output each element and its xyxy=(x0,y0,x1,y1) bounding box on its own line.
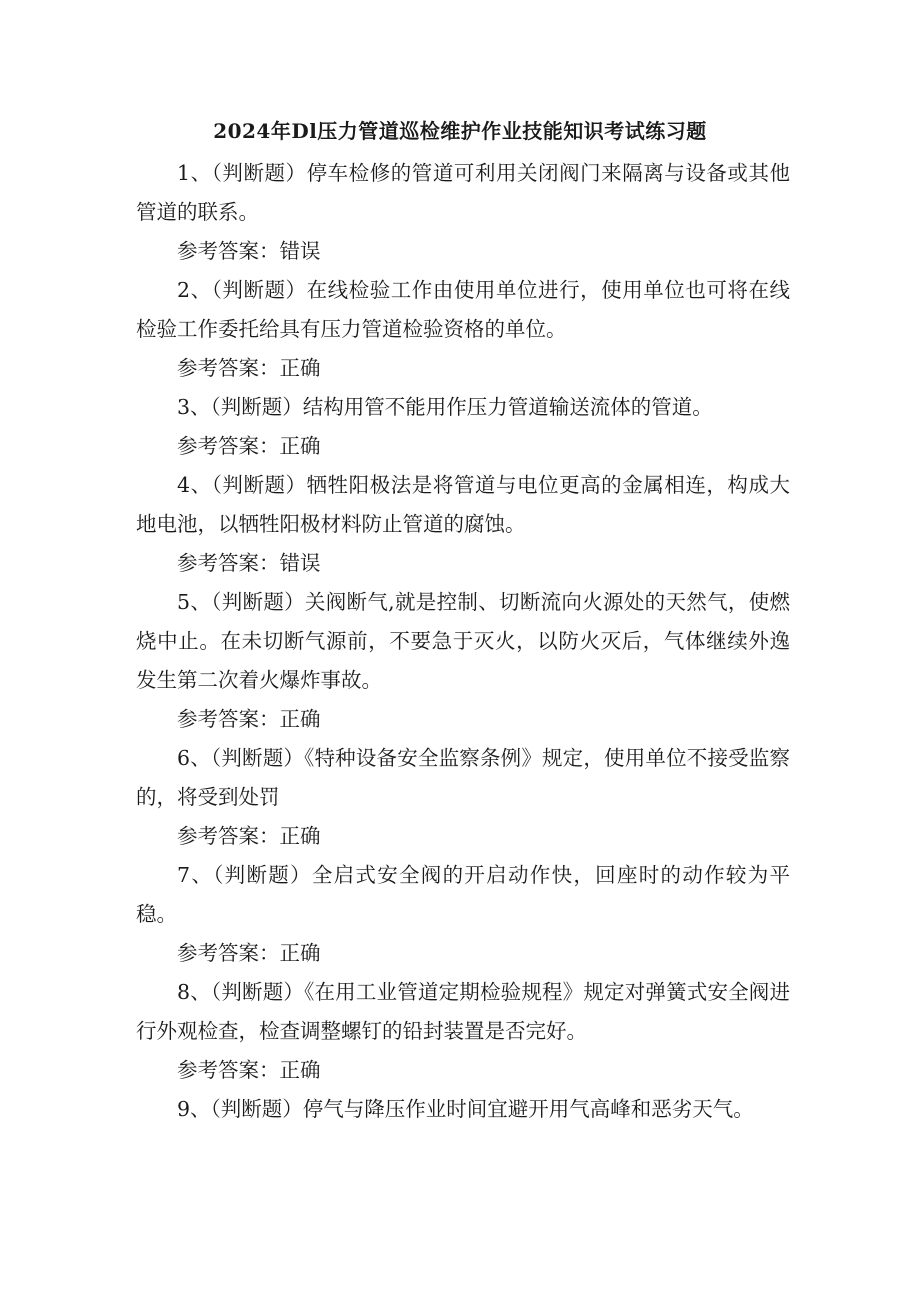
answer-label: 参考答案： xyxy=(177,434,280,458)
answer-value: 正确 xyxy=(279,356,321,380)
answer-2 xyxy=(136,349,790,388)
answer-value: 错误 xyxy=(279,239,321,263)
answer-1 xyxy=(136,232,790,271)
document-title: 2024年Dl压力管道巡检维护作业技能知识考试练习题 xyxy=(213,119,707,143)
answer-6 xyxy=(136,817,790,856)
question-2: 2、（判断题）在线检验工作由使用单位进行，使用单位也可将在线检验工作委托给具有压力管道检验资格的单位。 xyxy=(136,278,790,341)
question-8: 8、（判断题）《在用工业管道定期检验规程》规定对弹簧式安全阀进行外观检查，检查调整螺钉的铅封装置是否完好。 xyxy=(136,980,790,1043)
question-4: 4、（判断题）牺牲阳极法是将管道与电位更高的金属相连，构成大地电池，以牺牲阳极材料防止管道的腐蚀。 xyxy=(136,473,790,536)
answer-7 xyxy=(136,934,790,973)
question-6: 6、（判断题）《特种设备安全监察条例》规定，使用单位不接受监察的，将受到处罚 xyxy=(136,746,790,809)
answer-label: 参考答案： xyxy=(177,551,280,575)
answer-label: 参考答案： xyxy=(177,707,280,731)
answer-value: 正确 xyxy=(279,434,321,458)
answer-label: 参考答案： xyxy=(177,824,280,848)
question-1: 1、（判断题）停车检修的管道可利用关闭阀门来隔离与设备或其他管道的联系。 xyxy=(136,161,790,224)
answer-value: 错误 xyxy=(279,551,321,575)
question-9: 9、（判断题）停气与降压作业时间宜避开用气高峰和恶劣天气。 xyxy=(177,1097,754,1121)
question-5: 5、（判断题）关阀断气,就是控制、切断流向火源处的天然气，使燃烧中止。在未切断气源前，不要急于灭火，以防火灭后，气体继续外逸发生第二次着火爆炸事故。 xyxy=(136,590,790,692)
answer-value: 正确 xyxy=(279,707,321,731)
answer-label: 参考答案： xyxy=(177,356,280,380)
answer-value: 正确 xyxy=(279,941,321,965)
question-3: 3、（判断题）结构用管不能用作压力管道输送流体的管道。 xyxy=(177,395,713,419)
answer-5 xyxy=(136,700,790,739)
answer-value: 正确 xyxy=(279,1058,321,1082)
answer-value: 正确 xyxy=(279,824,321,848)
question-list xyxy=(136,154,790,1129)
question-7: 7、（判断题）全启式安全阀的开启动作快，回座时的动作较为平稳。 xyxy=(136,863,790,926)
answer-label: 参考答案： xyxy=(177,239,280,263)
answer-label: 参考答案： xyxy=(177,941,280,965)
answer-3 xyxy=(136,427,790,466)
answer-8 xyxy=(136,1051,790,1090)
answer-4 xyxy=(136,544,790,583)
answer-label: 参考答案： xyxy=(177,1058,280,1082)
